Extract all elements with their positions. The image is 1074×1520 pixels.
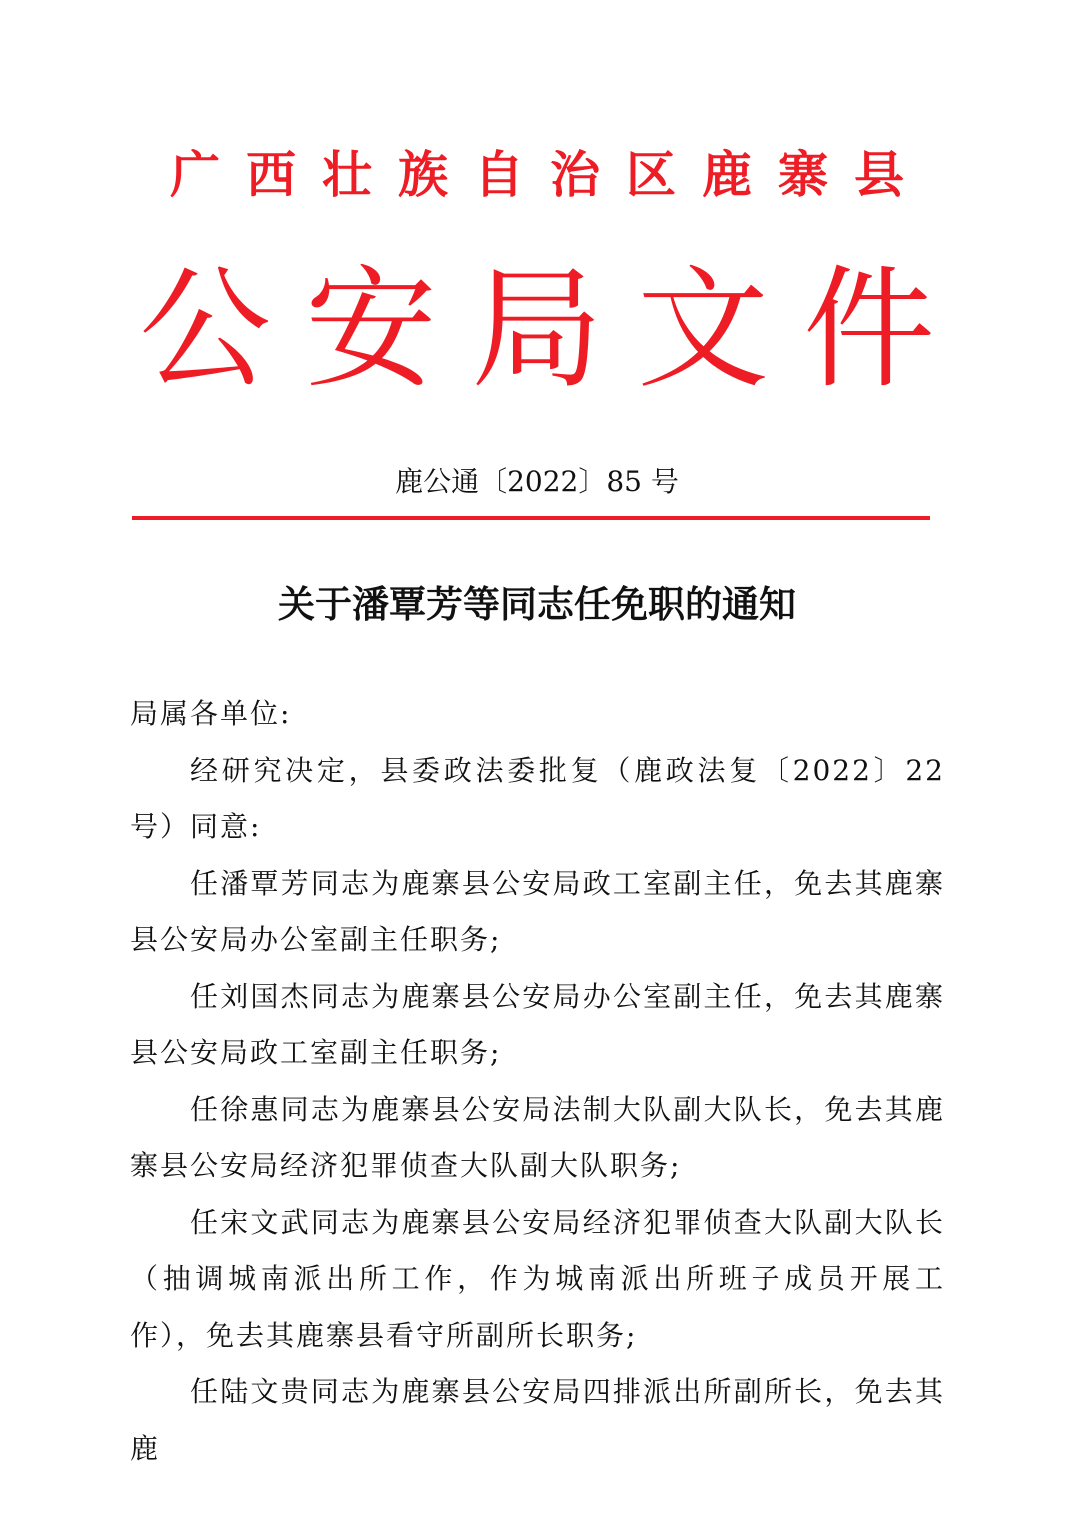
paragraph-appointment: 任陆文贵同志为鹿寨县公安局四排派出所副所长，免去其鹿: [130, 1375, 945, 1465]
document-type-heading: 公安局文件: [139, 253, 969, 407]
salutation: 局属各单位:: [130, 697, 292, 730]
document-title: 关于潘覃芳等同志任免职的通知: [278, 582, 796, 626]
paragraph-decision: 经研究决定，县委政法委批复（鹿政法复〔2022〕22 号）同意:: [130, 753, 945, 843]
issuing-authority: 广西壮族自治区鹿寨县: [170, 146, 930, 204]
paragraph-appointment: 任刘国杰同志为鹿寨县公安局办公室副主任，免去其鹿寨县公安局政工室副主任职务;: [130, 979, 945, 1069]
paragraph-appointment: 任宋文武同志为鹿寨县公安局经济犯罪侦查大队副大队长（抽调城南派出所工作，作为城南派出所班子成员开展工作），免去其鹿寨县看守所副所长职务;: [130, 1205, 945, 1352]
paragraph-appointment: 任潘覃芳同志为鹿寨县公安局政工室副主任，免去其鹿寨县公安局办公室副主任职务;: [130, 866, 945, 956]
document-number: 鹿公通〔2022〕85 号: [395, 465, 679, 498]
paragraph-appointment: 任徐惠同志为鹿寨县公安局法制大队副大队长，免去其鹿寨县公安局经济犯罪侦查大队副大队职务;: [130, 1092, 945, 1182]
document-body: [130, 686, 945, 1477]
red-divider-line: [132, 516, 930, 520]
